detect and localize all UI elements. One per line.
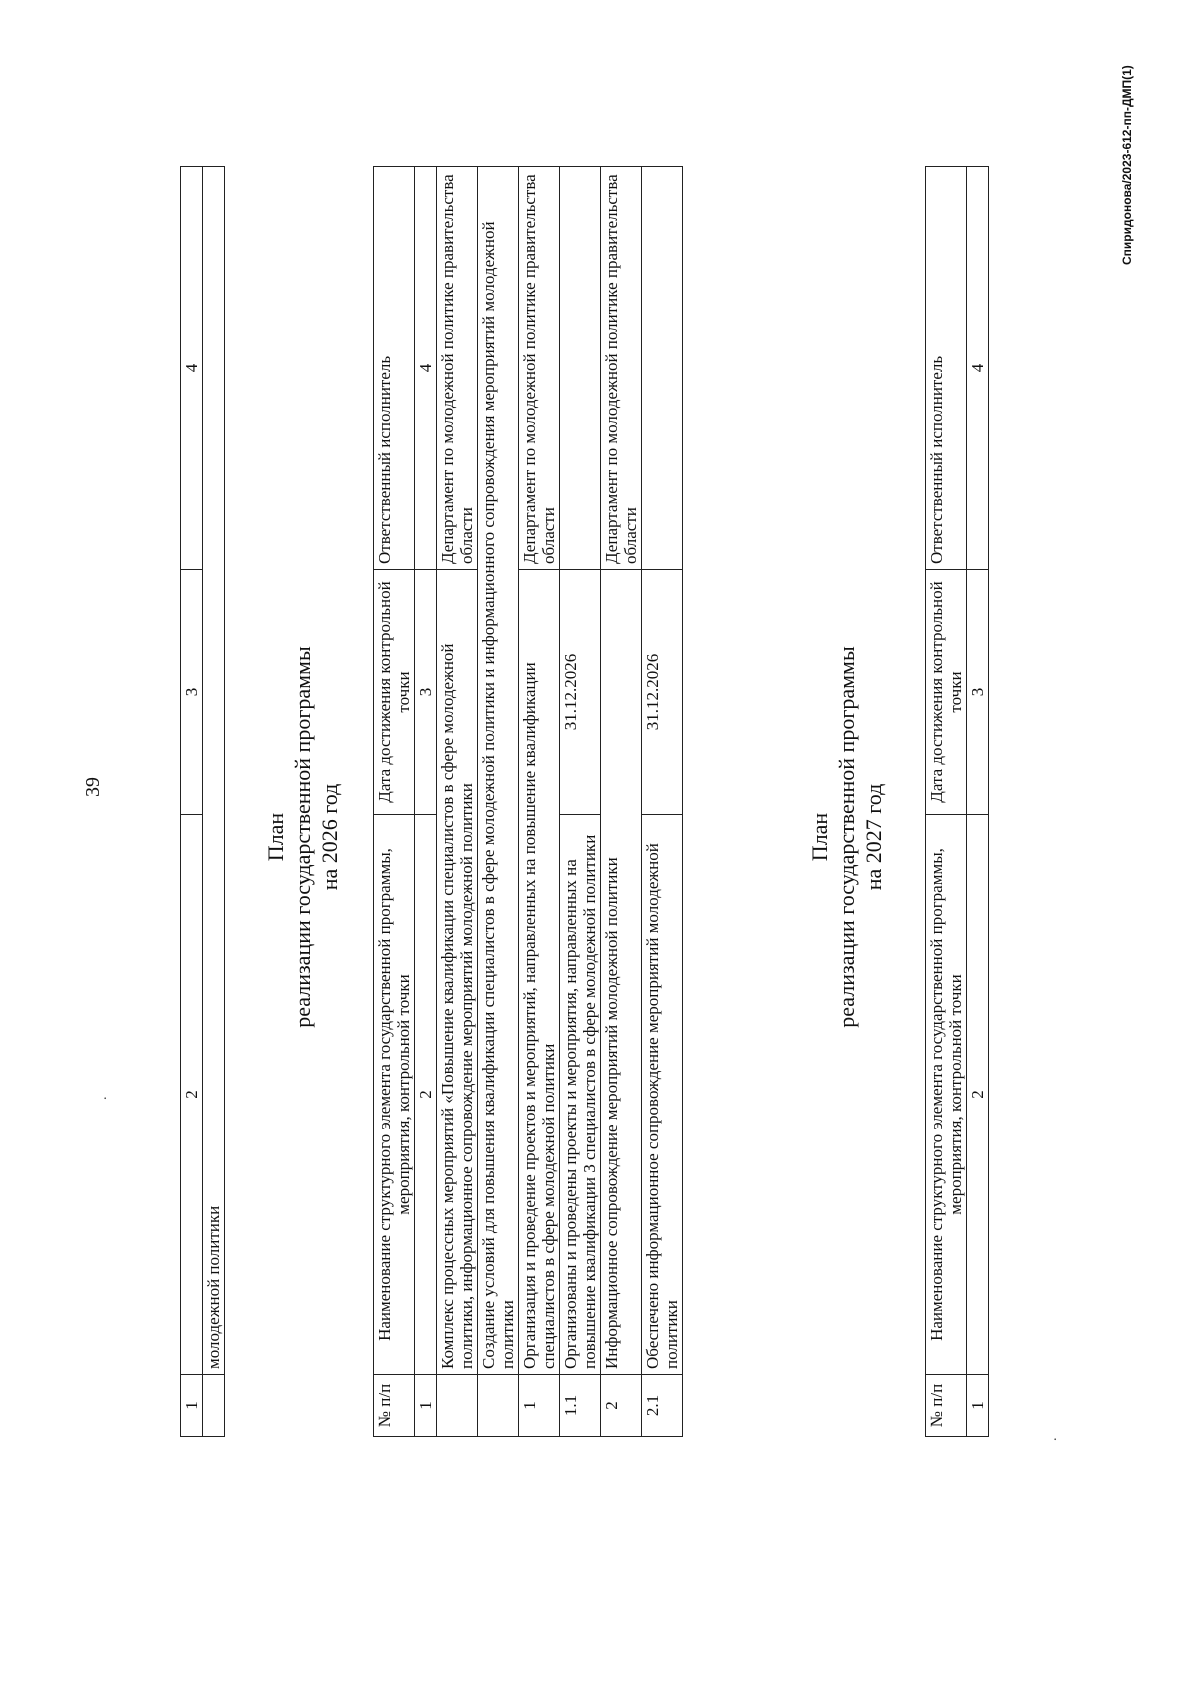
header-name: Наименование структурного элемента государственной программы, мероприятия, контрольной точки [374, 815, 415, 1375]
col-number-1: 1 [181, 1375, 203, 1437]
plan-2027-title-line3: на 2027 год [861, 783, 886, 891]
header-num: № п/п [926, 1375, 967, 1437]
table-row-num: 2.1 [642, 1375, 683, 1437]
header-num: № п/п [374, 1375, 415, 1437]
header-date: Дата достижения контрольной точки [926, 570, 967, 815]
scan-speck: . [95, 1096, 110, 1100]
table-row-num: 1 [519, 1375, 560, 1437]
plan-2026-table [373, 166, 683, 1437]
col-number-1: 1 [967, 1375, 989, 1437]
header-name: Наименование структурного элемента государственной программы, мероприятия, контрольной точки [926, 815, 967, 1375]
table-row-exec: Департамент по молодежной политике правительства области [519, 167, 560, 570]
plan-2027-title-line1: План [807, 812, 832, 862]
top-table [180, 166, 225, 1437]
table-row-date: 31.12.2026 [642, 570, 683, 815]
col-number-4: 4 [415, 167, 437, 570]
plan-2026-title-line2: реализации государственной программы [290, 646, 315, 1028]
header-exec: Ответственный исполнитель [926, 167, 967, 570]
plan-2027-table [925, 166, 989, 1437]
document-footer-code: Спиридонова/2023-612-пп-ДМП(1) [1120, 65, 1134, 265]
col-number-2: 2 [415, 815, 437, 1375]
page-number: 39 [82, 777, 104, 797]
complex-row-name: Комплекс процессных мероприятий «Повышение квалификации специалистов в сфере молодежной политики, информационное сопровождение мероприятий молодежной политики [437, 570, 478, 1375]
col-number-3: 3 [181, 570, 203, 815]
table-row-exec [642, 167, 683, 570]
table-row-name: Информационное сопровождение мероприятий молодежной политики [601, 570, 642, 1375]
col-number-3: 3 [967, 570, 989, 815]
col-number-4: 4 [967, 167, 989, 570]
table-row-exec: Департамент по молодежной политике правительства области [601, 167, 642, 570]
complex-row-exec: Департамент по молодежной политике правительства области [437, 167, 478, 570]
plan-2027-title-line2: реализации государственной программы [834, 646, 859, 1028]
table-row-num: 1.1 [560, 1375, 601, 1437]
table-row-date: 31.12.2026 [560, 570, 601, 815]
header-exec: Ответственный исполнитель [374, 167, 415, 570]
col-number-2: 2 [967, 815, 989, 1375]
plan-2027-title [806, 557, 887, 1117]
col-number-3: 3 [415, 570, 437, 815]
plan-2026-title [262, 557, 343, 1117]
col-number-1: 1 [415, 1375, 437, 1437]
header-date: Дата достижения контрольной точки [374, 570, 415, 815]
col-number-4: 4 [181, 167, 203, 570]
scan-speck: . [1045, 1437, 1060, 1441]
task-row: Создание условий для повышения квалификации специалистов в сфере молодежной политики и информационного сопровождения мероприятий молодежной политики [478, 167, 519, 1375]
table-row-name: Организация и проведение проектов и мероприятий, направленных на повышение квалификации специалистов в сфере молодежной политики [519, 570, 560, 1375]
table-row-name: Обеспечено информационное сопровождение мероприятий молодежной политики [642, 815, 683, 1375]
col-number-2: 2 [181, 815, 203, 1375]
table-row-num: 2 [601, 1375, 642, 1437]
table-row-exec [560, 167, 601, 570]
top-table-row: молодежной политики [203, 167, 225, 1375]
table-row-name: Организованы и проведены проекты и мероприятия, направленных на повышение квалификации 3 специалистов в сфере молодежной политики [560, 815, 601, 1375]
plan-2026-title-line1: План [263, 812, 288, 862]
plan-2026-title-line3: на 2026 год [317, 783, 342, 891]
